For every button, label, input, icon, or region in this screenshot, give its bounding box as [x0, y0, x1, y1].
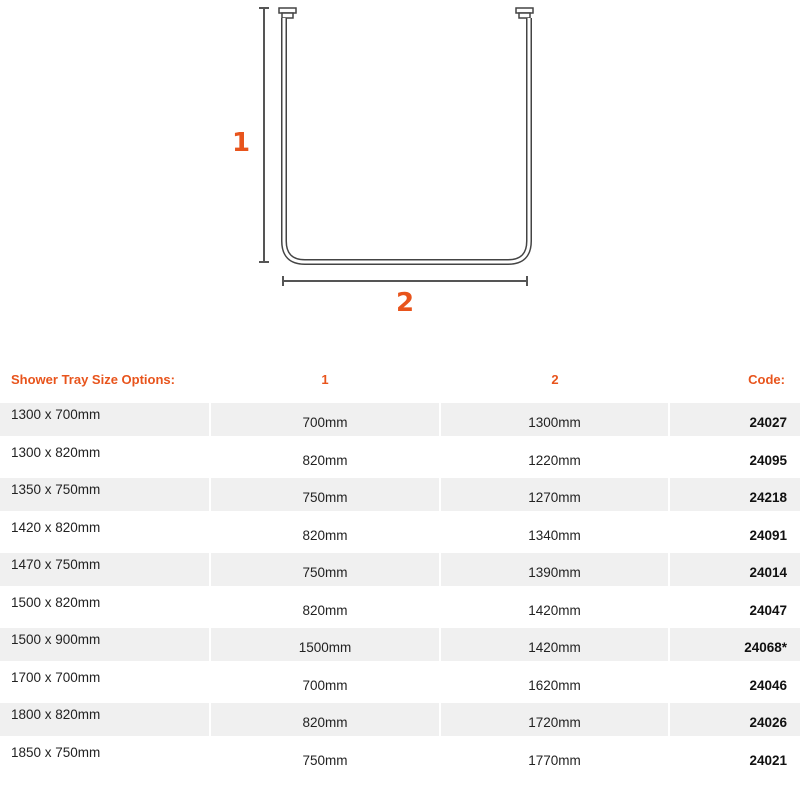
code-cell: 24091	[749, 527, 787, 543]
dimension-2-cell: 1420mm	[528, 602, 581, 618]
size-cell: 1350 x 750mm	[0, 478, 209, 511]
header-size: Shower Tray Size Options:	[11, 372, 175, 387]
code-cell: 24218	[670, 478, 800, 511]
dimension-1-cell: 820mm	[211, 703, 439, 736]
u-rail	[284, 18, 529, 262]
size-cell: 1850 x 750mm	[11, 744, 101, 760]
table-row	[0, 513, 800, 551]
table-row	[0, 438, 800, 476]
code-cell: 24014	[670, 553, 800, 586]
dimension-1-cell: 750mm	[211, 478, 439, 511]
size-cell: 1800 x 820mm	[0, 703, 209, 736]
dimension-label-2: 2	[396, 288, 415, 318]
size-cell: 1470 x 750mm	[0, 553, 209, 586]
dimension-label-1: 1	[232, 128, 251, 158]
dimension-1-cell: 820mm	[302, 527, 348, 543]
code-cell: 24026	[670, 703, 800, 736]
dimension-1-cell: 750mm	[302, 752, 348, 768]
table-header	[0, 366, 800, 400]
dimension-line-1	[259, 8, 269, 262]
size-cell: 1420 x 820mm	[11, 519, 101, 535]
size-options-table	[0, 366, 800, 775]
header-code: Code:	[748, 372, 785, 387]
dimension-2-cell: 1270mm	[441, 478, 668, 511]
header-dimension-2: 2	[551, 372, 559, 387]
rail-diagram	[0, 0, 800, 330]
code-cell: 24046	[749, 677, 787, 693]
dimension-1-cell: 1500mm	[211, 628, 439, 661]
code-cell: 24095	[749, 452, 787, 468]
size-cell: 1500 x 820mm	[11, 594, 101, 610]
size-cell: 1300 x 700mm	[0, 403, 209, 436]
dimension-2-cell: 1720mm	[441, 703, 668, 736]
size-cell: 1300 x 820mm	[11, 444, 101, 460]
ceiling-mount-right	[516, 8, 533, 18]
header-dimension-1: 1	[321, 372, 329, 387]
table-row	[0, 400, 800, 438]
dimension-1-cell: 700mm	[211, 403, 439, 436]
table-row	[0, 738, 800, 776]
size-cell: 1500 x 900mm	[0, 628, 209, 661]
u-shaped-rail-drawing	[0, 0, 800, 330]
table-row	[0, 700, 800, 738]
dimension-2-cell: 1300mm	[441, 403, 668, 436]
dimension-2-cell: 1770mm	[528, 752, 581, 768]
dimension-2-cell: 1420mm	[441, 628, 668, 661]
size-cell: 1700 x 700mm	[11, 669, 101, 685]
table-row	[0, 625, 800, 663]
dimension-2-cell: 1220mm	[528, 452, 581, 468]
dimension-2-cell: 1340mm	[528, 527, 581, 543]
dimension-1-cell: 820mm	[302, 602, 348, 618]
dimension-1-cell: 700mm	[302, 677, 348, 693]
dimension-1-cell: 750mm	[211, 553, 439, 586]
ceiling-mount-left	[279, 8, 296, 18]
table-row	[0, 588, 800, 626]
table-row	[0, 663, 800, 701]
code-cell: 24068*	[670, 628, 800, 661]
code-cell: 24027	[670, 403, 800, 436]
dimension-2-cell: 1390mm	[441, 553, 668, 586]
dimension-1-cell: 820mm	[302, 452, 348, 468]
table-row	[0, 475, 800, 513]
code-cell: 24021	[749, 752, 787, 768]
dimension-2-cell: 1620mm	[528, 677, 581, 693]
code-cell: 24047	[749, 602, 787, 618]
table-row	[0, 550, 800, 588]
dimension-line-2	[283, 276, 527, 286]
